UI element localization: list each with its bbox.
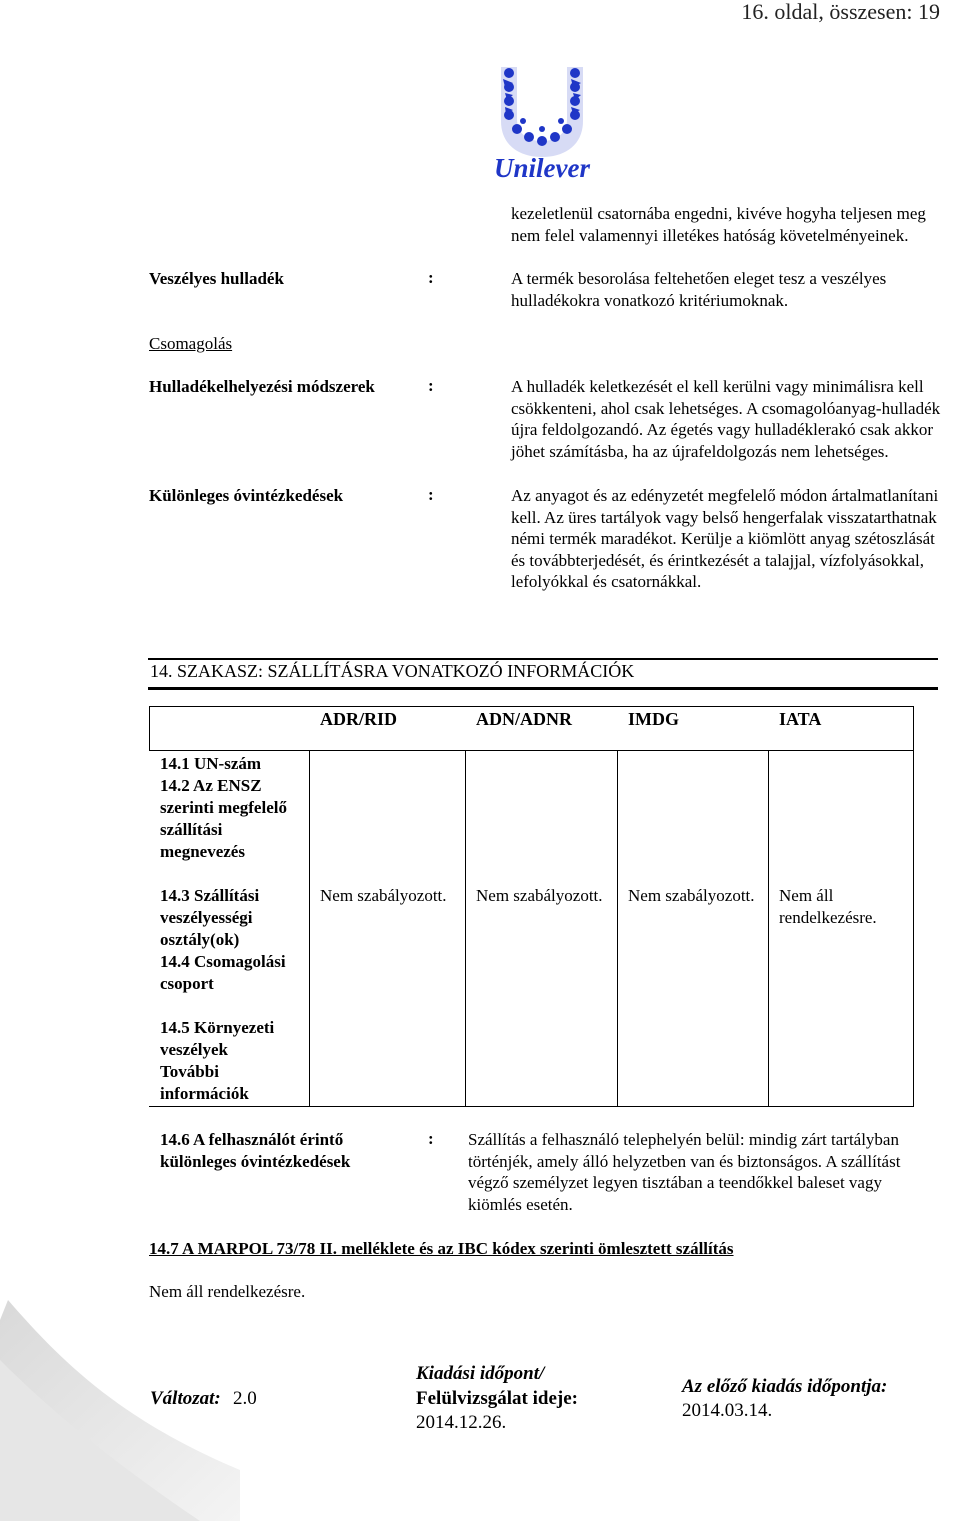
header-adr-rid: ADR/RID (320, 709, 398, 729)
user-precautions-label: 14.6 A felhasználót érintő különleges óvintézkedések (160, 1130, 351, 1171)
header-adn-adnr: ADN/ADNR (476, 709, 572, 729)
unilever-logo (487, 63, 597, 183)
row-label-un-number: 14.1 UN-szám (160, 754, 262, 773)
footer-version-label: Változat: (150, 1388, 221, 1409)
special-precautions-text: Az anyagot és az edényzetét megfelelő módon ártalmatlanítani kell. Az üres tartályok vagy belső hengerfalak visszatarthatnak némi termék maradékot. Kerülje a kiömlött anyag szétoszlását és továbbterjedését, és érintkezését a talajjal, vízfolyásokkal, lefolyókkal és csatornákkal. (511, 486, 939, 591)
row-label-shipping-name: 14.2 Az ENSZ szerinti megfelelő szállítási megnevezés (160, 776, 287, 861)
footer-prev-label: Az előző kiadás időpontja: (682, 1376, 888, 1397)
row-label-additional-info: További információk (160, 1062, 249, 1103)
hazardous-waste-colon: : (428, 268, 434, 287)
section-14-title: 14. SZAKASZ: SZÁLLÍTÁSRA VONATKOZÓ INFORMÁCIÓK (150, 661, 635, 681)
packaging-heading: Csomagolás (149, 334, 233, 353)
footer-version-value: 2.0 (233, 1388, 257, 1409)
row-label-hazard-class: 14.3 Szállítási veszélyességi osztály(ok) (160, 886, 260, 949)
disposal-methods-text: A hulladék keletkezését el kell kerülni vagy minimálisra kell csökkenteni, ahol csak lehetséges. A csomagolóanyag-hulladék újra feldolgozandó. Az égetés vagy hulladéklerakó csak akkor jöhet számításba, ha az újrafeldolgozás nem lehetséges. (511, 377, 941, 461)
footer-issue-value: 2014.12.26. (416, 1412, 507, 1433)
marpol-heading: 14.7 A MARPOL 73/78 II. melléklete és az IBC kódex szerinti ömlesztett szállítás (149, 1239, 734, 1258)
value-adn-adnr: Nem szabályozott. (476, 886, 603, 905)
footer-issue-label-2: Felülvizsgálat ideje: (416, 1388, 578, 1409)
marpol-text: Nem áll rendelkezésre. (149, 1282, 306, 1301)
logo-wordmark: Unilever (494, 153, 590, 183)
user-precautions-text: Szállítás a felhasználó telephelyén belül: mindig zárt tartályban történjék, amely álló helyzetben van és biztonságos. A szállítást végző személyzet legyen tisztában a teendőkkel baleset vagy kiömlés esetén. (468, 1130, 901, 1214)
page-number: 16. oldal, összesen: 19 (741, 0, 940, 24)
value-adr-rid: Nem szabályozott. (320, 886, 447, 905)
header-imdg: IMDG (628, 709, 679, 729)
disposal-methods-label: Hulladékelhelyezési módszerek (149, 377, 375, 396)
waste-continuation-text: kezeletlenül csatornába engedni, kivéve hogyha teljesen meg nem felel valamennyi illetékes hatóság követelményeinek. (511, 204, 926, 245)
hazardous-waste-label: Veszélyes hulladék (149, 269, 284, 288)
value-iata: Nem áll rendelkezésre. (779, 886, 877, 927)
special-precautions-label: Különleges óvintézkedések (149, 486, 344, 505)
header-iata: IATA (779, 709, 822, 729)
decorative-swoosh (0, 1300, 240, 1521)
value-imdg: Nem szabályozott. (628, 886, 755, 905)
row-label-env-hazards: 14.5 Környezeti veszélyek (160, 1018, 275, 1059)
row-label-packing-group: 14.4 Csomagolási csoport (160, 952, 286, 993)
disposal-methods-colon: : (428, 376, 434, 395)
footer-issue-label-1: Kiadási időpont/ (416, 1363, 545, 1384)
special-precautions-colon: : (428, 485, 434, 504)
user-precautions-colon: : (428, 1129, 434, 1148)
hazardous-waste-text: A termék besorolása feltehetően eleget tesz a veszélyes hulladékokra vonatkozó kritériumoknak. (511, 269, 887, 310)
footer-prev-value: 2014.03.14. (682, 1400, 773, 1421)
